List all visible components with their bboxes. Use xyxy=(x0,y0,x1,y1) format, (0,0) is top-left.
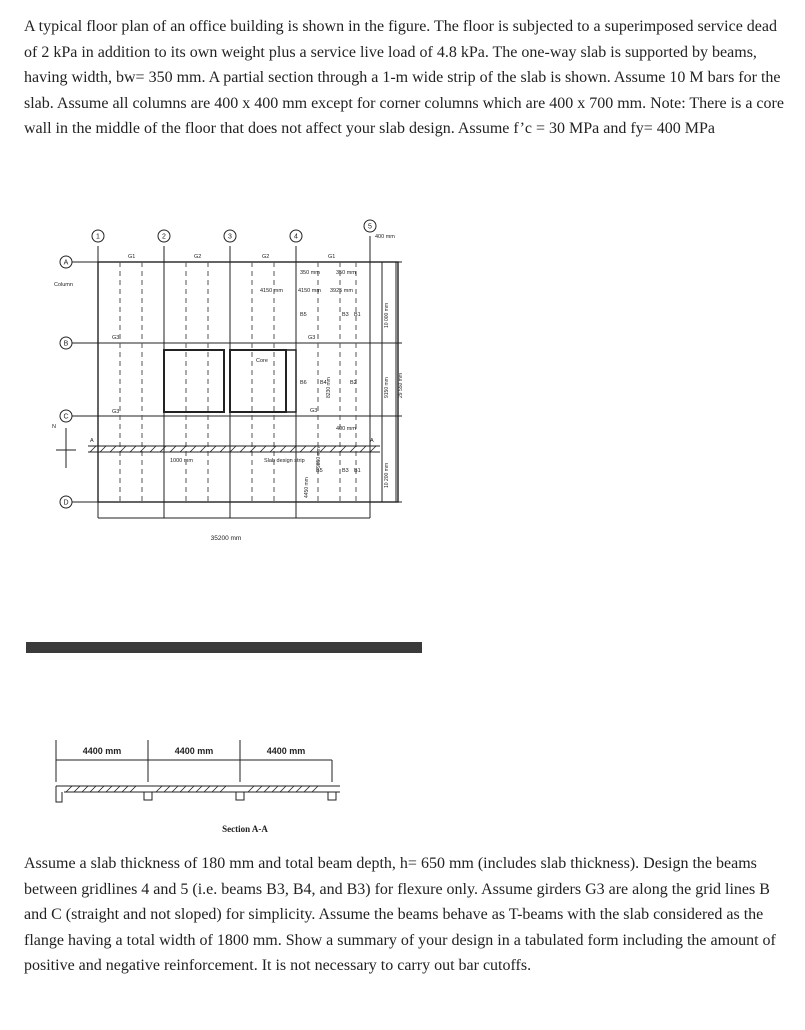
dimension-label: 4150 mm xyxy=(298,288,321,294)
span-label: 4400 mm xyxy=(266,746,306,756)
beam-label: B1 xyxy=(354,312,361,318)
dimension-label: 9150 mm xyxy=(384,377,390,398)
girder-label: G3 xyxy=(308,335,316,341)
section-mark: A xyxy=(90,438,94,444)
grid-col-label: 1 xyxy=(96,233,100,241)
grid-col-label: 5 xyxy=(368,223,372,231)
girder-label: G3 xyxy=(112,409,120,415)
dimension-label: 10 200 mm xyxy=(384,462,390,488)
girder-label: G1 xyxy=(328,254,336,260)
grid-col-label: 2 xyxy=(162,233,166,241)
grid-row-label: C xyxy=(63,413,69,421)
dimension-label: 350 mm xyxy=(336,270,356,276)
girder-label: G1 xyxy=(128,254,136,260)
dimension-label: 9850 mm xyxy=(316,447,322,468)
girder-label: G2 xyxy=(194,254,202,260)
beam-label: B5 xyxy=(316,468,323,474)
north-label: N xyxy=(52,424,56,430)
section-mark: A xyxy=(370,438,374,444)
section-a-a-figure xyxy=(40,730,350,840)
girder-label: G2 xyxy=(262,254,270,260)
grid-row-label: B xyxy=(63,340,69,348)
dimension-label: 29 550 mm xyxy=(398,372,404,398)
girder-label: G3 xyxy=(310,408,318,414)
problem-intro-text: A typical floor plan of an office building is shown in the figure. The floor is subjected to a superimposed service dead of 2 kPa in addition to its own weight plus a service live load of 4.8 kPa. The one-way slab is supported by beams, having width, bw= 350 mm. A partial section through a 1-m wide strip of the slab is shown. Assume 10 M bars for the slab. Assume all columns are 400 x 400 mm except for corner columns which are 400 x 700 mm. Note: There is a core wall in the middle of the floor that does not affect your slab design. Assume f’c = 30 MPa and fy= 400 MPa xyxy=(24,18,784,138)
span-label: 4400 mm xyxy=(82,746,122,756)
dimension-label: 3925 mm xyxy=(330,288,353,294)
problem-task-text: Assume a slab thickness of 180 mm and total beam depth, h= 650 mm (includes slab thickness). Design the beams between gridlines 4 and 5 (i.e. beams B3, B4, and B3) for flexure only. Assume girders G3 are along the grid lines B and C (straight and not sloped) for simplicity. Assume the beams behave as T-beams with the slab considered as the flange having a total width of 1800 mm. Show a summary of your design in a tabulated form including the amount of positive and negative reinforcement. It is not necessary to carry out bar cutoffs. xyxy=(24,855,776,975)
span-label: 4400 mm xyxy=(174,746,214,756)
floor-plan-figure xyxy=(30,218,410,548)
dimension-label: 8230 mm xyxy=(326,377,332,398)
beam-label: B6 xyxy=(300,380,307,386)
dimension-label: 400 mm xyxy=(336,426,356,432)
section-caption: Section A-A xyxy=(222,824,268,834)
column-label: Column xyxy=(54,282,73,288)
girder-label: G3 xyxy=(112,335,120,341)
total-width-label: 35200 mm xyxy=(210,535,242,542)
dimension-label: 10 000 mm xyxy=(384,302,390,328)
dimension-label: 4450 mm xyxy=(304,477,310,498)
beam-label: B4 xyxy=(320,380,327,386)
beam-label: B2 xyxy=(350,380,357,386)
dimension-label: 400 mm xyxy=(375,234,395,240)
grid-row-label: A xyxy=(63,259,69,267)
separator-bar xyxy=(26,642,422,653)
dimension-label: 350 mm xyxy=(300,270,320,276)
grid-row-label: D xyxy=(63,499,69,507)
core-label: Core xyxy=(256,358,268,364)
beam-label: B3 xyxy=(342,468,349,474)
dimension-label: 1000 mm xyxy=(170,458,193,464)
beam-label: B5 xyxy=(300,312,307,318)
beam-label: B1 xyxy=(354,468,361,474)
grid-col-label: 3 xyxy=(228,233,232,241)
beam-label: B3 xyxy=(342,312,349,318)
slab-strip-label: Slab design strip xyxy=(264,458,305,464)
dimension-label: 4150 mm xyxy=(260,288,283,294)
grid-col-label: 4 xyxy=(294,233,298,241)
